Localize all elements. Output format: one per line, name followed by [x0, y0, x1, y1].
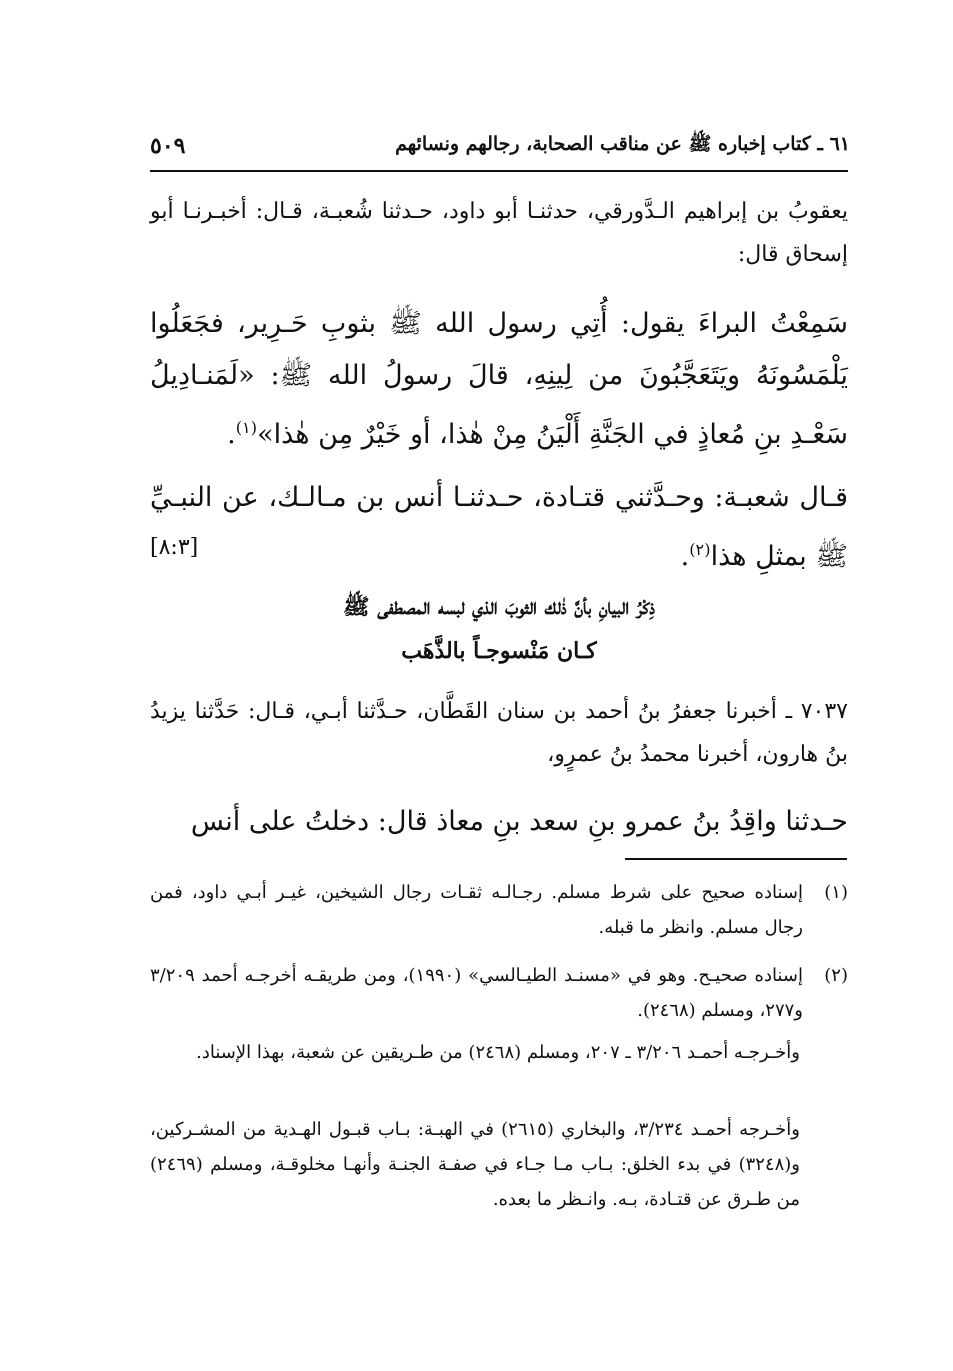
- footnote-2-text: إسناده صحيـح. وهو في «مسنـد الطيـالسي» (١٩٩٠)، ومن طريقـه أخرجـه أحمد ٣/٢٠٩ و٢٧٧، ومسلم (٢٤٦٨).: [150, 965, 803, 1021]
- hadith-main-body: سَمِعْتُ البراءَ يقول: أُتِي رسول الله ﷺ بثوبِ حَـرِير، فجَعَلُوا يَلْمَسُونَهُ ويَتَعَجَّبُونَ من لِينِهِ، قالَ رسولُ الله ﷺ: «لَمَنـادِيلُ سَعْـدِ بنِ مُعاذٍ في الجَنَّةِ أَلْيَنُ مِنْ هٰذا، أو خَيْرٌ مِن هٰذا»: [150, 308, 848, 450]
- shuba-body: قـال شعبـة: وحـدَّثني قتـادة، حـدثنـا أنس بن مـالـك، عن النبـيِّ ﷺ بمثلِ هذا: [150, 482, 848, 572]
- running-header: [150, 128, 850, 164]
- footnote-2-number: (٢): [824, 965, 848, 986]
- chapter-heading-line2: كـان مَنْسوجـاً بالذَّهَب: [401, 638, 597, 664]
- chapter-heading: [150, 585, 848, 673]
- isnad-intro: يعقوبُ بن إبراهيم الـدَّورقي، حدثنـا أبو داود، حـدثنا شُعبـة، قـال: أخبـرنـا أبو إسحاق قال:: [150, 199, 848, 267]
- footnote-ref-1[interactable]: (١): [235, 418, 258, 437]
- hadith-continuation: حـدثنا واقِدُ بنُ عمرو بنِ سعد بنِ معاذ قال: دخلتُ على أنس: [190, 806, 848, 837]
- hadith-main-end: .: [227, 419, 236, 450]
- hadith-7037: ٧٠٣٧ ـ أخبرنا جعفرُ بنُ أحمد بن سنان القَطَّان، حـدَّثنا أبـي، قـال: حَدَّثنا يزيدُ بنُ هارون، أخبرنا محمدُ بنُ عمرٍو،: [150, 699, 848, 767]
- footnote-1-text: إسناده صحيح على شرط مسلم. رجـالـه ثقـات رجال الشيخين، غيـر أبـي داود، فمن رجال مسلم. وانظر ما قبله.: [150, 882, 803, 938]
- header-divider: [150, 170, 848, 172]
- footnote-ref-2[interactable]: (٢): [689, 540, 711, 559]
- footnote-1: [150, 875, 848, 945]
- shuba-end: .: [680, 541, 690, 572]
- shuba-text: [150, 472, 848, 583]
- page-number: ٥٠٩: [150, 133, 186, 159]
- footnote-2-continuation-2: وأخـرجه أحمـد ٣/٢٣٤، والبخاري (٢٦١٥) في الهبـة: بـاب قبـول الهـدية من المشـركين، و(٣٢٤٨) في بدء الخلق: بـاب مـا جـاء في صفـة الجنـة وأنهـا مخلوقـة، ومسلم (٢٤٦٩) من طـرق عن قتـادة، بـه. وانـظر ما بعده.: [150, 1119, 800, 1210]
- hadith-main-text: [150, 298, 848, 461]
- chapter-heading-line1: ذِكْرُ البيانِ بأنَّ ذٰلك الثوبَ الذي لبسه المصطفى ﷺ: [342, 594, 656, 620]
- footnote-1-number: (١): [824, 882, 848, 903]
- footnote-2-continuation-1: وأخـرجـه أحمـد ٣/٢٠٦ ـ ٢٠٧، ومسلم (٢٤٦٨) من طـريقين عن شعبة، بهذا الإسناد.: [196, 1042, 800, 1063]
- header-title: ٦١ ـ كتاب إخباره ﷺ عن مناقب الصحابة، رجالهم ونسائهم: [395, 133, 850, 155]
- volume-reference: [٨:٣]: [150, 535, 199, 560]
- footnote-2: [150, 958, 848, 1028]
- footnote-divider: [625, 858, 847, 860]
